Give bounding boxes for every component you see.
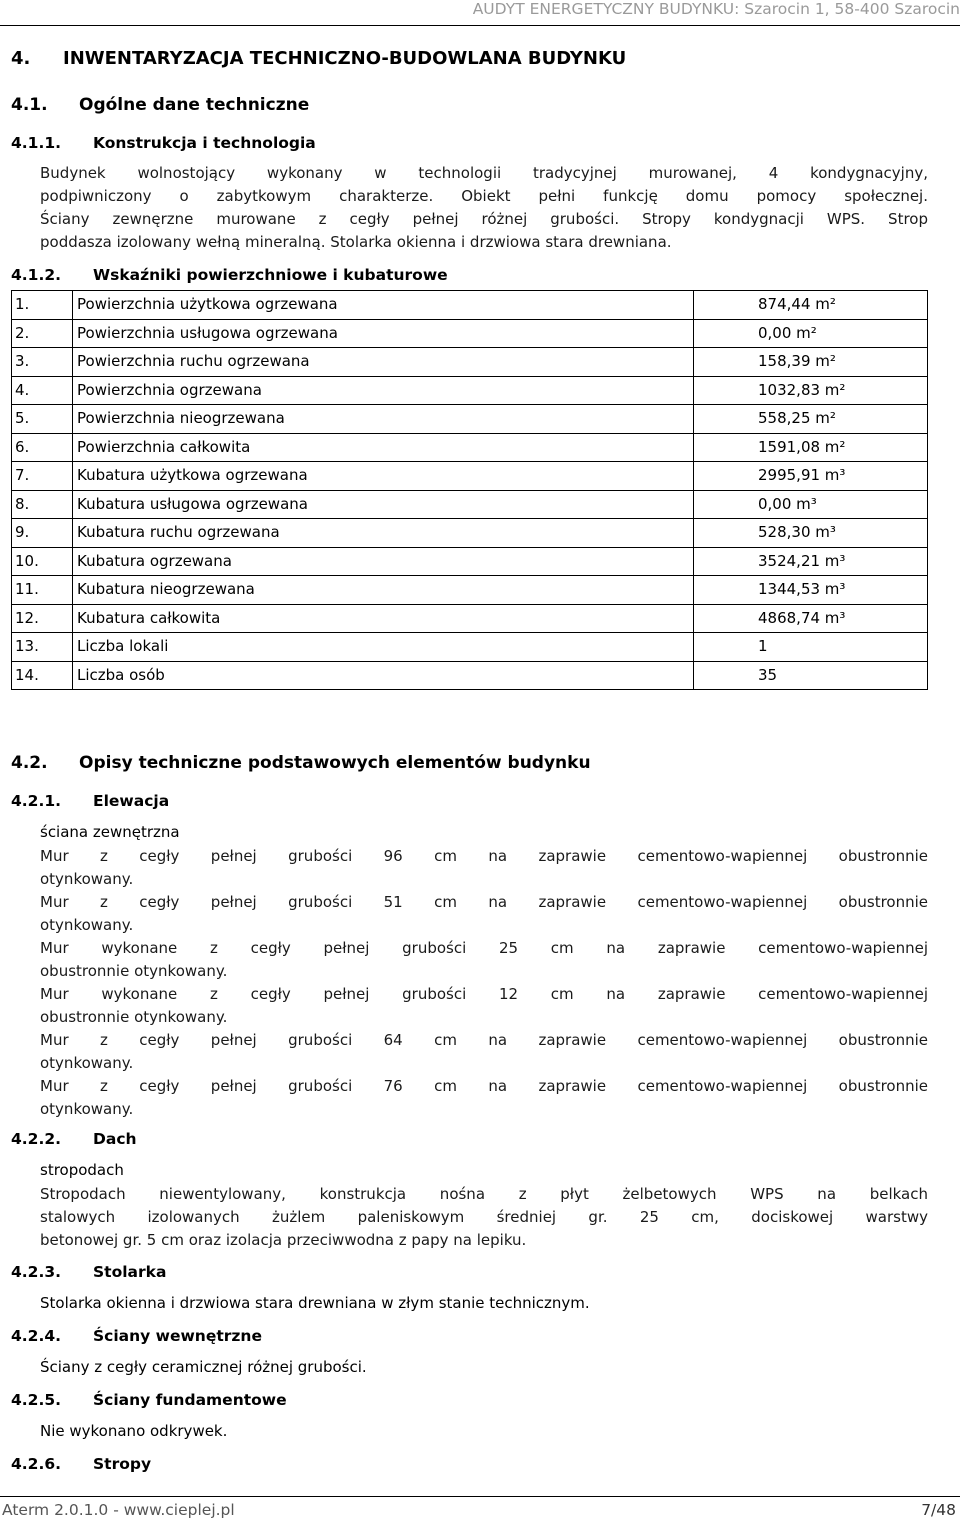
row-label: Kubatura nieogrzewana (73, 576, 694, 605)
page-number: 7/48 (921, 1501, 956, 1519)
section-411-title: Konstrukcja i technologia (93, 134, 316, 152)
paragraph-line: Stropodach niewentylowany, konstrukcja nośna z płyt żelbetowych WPS na belkach (40, 1185, 928, 1203)
paragraph-line: stalowych izolowanych żużlem paleniskowym średniej gr. 25 cm, dociskowej warstwy (40, 1208, 928, 1226)
row-number: 1. (12, 291, 73, 320)
section-425-number: 4.2.5. (11, 1391, 62, 1409)
section-41-heading (11, 95, 309, 115)
table-row (12, 576, 928, 605)
row-label: Liczba lokali (73, 633, 694, 662)
section-42-number: 4.2. (11, 753, 48, 773)
section-4-heading (11, 48, 626, 69)
row-number: 10. (12, 547, 73, 576)
section-424-number: 4.2.4. (11, 1327, 62, 1345)
header-rule (0, 25, 960, 26)
row-number: 2. (12, 319, 73, 348)
section-411-heading (11, 134, 316, 152)
paragraph-line: Mur z cegły pełnej grubości 96 cm na zaprawie cementowo-wapiennej obustronnie (40, 847, 928, 865)
row-number: 9. (12, 519, 73, 548)
row-number: 12. (12, 604, 73, 633)
section-423-heading (11, 1263, 166, 1281)
section-426-heading (11, 1455, 151, 1473)
row-value: 3524,21 m³ (694, 547, 928, 576)
table-row (12, 433, 928, 462)
row-label: Powierzchnia ogrzewana (73, 376, 694, 405)
row-label: Powierzchnia ruchu ogrzewana (73, 348, 694, 377)
section-421-number: 4.2.1. (11, 792, 62, 810)
paragraph-line: podpiwniczony o zabytkowym charakterze. Obiekt pełni funkcję domu pomocy społecznej. (40, 187, 928, 205)
row-value: 158,39 m² (694, 348, 928, 377)
table-row (12, 661, 928, 690)
paragraph-line: Mur z cegły pełnej grubości 51 cm na zaprawie cementowo-wapiennej obustronnie (40, 893, 928, 911)
section-4-number: 4. (11, 48, 31, 69)
section-424-title: Ściany wewnętrzne (93, 1327, 262, 1345)
paragraph-line: Budynek wolnostojący wykonany w technologii tradycyjnej murowanej, 4 kondygnacyjny, (40, 164, 928, 182)
section-425-heading (11, 1391, 287, 1409)
header-title-wrap (245, 0, 960, 18)
roof-subtitle: stropodach (40, 1161, 124, 1179)
row-value: 874,44 m² (694, 291, 928, 320)
paragraph-line: obustronnie otynkowany. (40, 1008, 228, 1026)
section-42-heading (11, 753, 591, 773)
elevation-description (40, 845, 928, 1121)
table-row (12, 490, 928, 519)
footer-rule (0, 1496, 960, 1497)
foundation-walls-description: Nie wykonano odkrywek. (40, 1422, 228, 1440)
row-label: Powierzchnia nieogrzewana (73, 405, 694, 434)
elevation-subtitle: ściana zewnętrzna (40, 823, 180, 841)
row-number: 7. (12, 462, 73, 491)
row-label: Kubatura użytkowa ogrzewana (73, 462, 694, 491)
table-row (12, 462, 928, 491)
row-number: 3. (12, 348, 73, 377)
row-value: 1032,83 m² (694, 376, 928, 405)
row-value: 2995,91 m³ (694, 462, 928, 491)
section-424-heading (11, 1327, 262, 1345)
row-label: Kubatura całkowita (73, 604, 694, 633)
row-number: 14. (12, 661, 73, 690)
row-label: Powierzchnia całkowita (73, 433, 694, 462)
section-411-number: 4.1.1. (11, 134, 62, 152)
page-header (0, 0, 960, 26)
paragraph-line: Mur z cegły pełnej grubości 76 cm na zaprawie cementowo-wapiennej obustronnie (40, 1077, 928, 1095)
section-412-heading (11, 266, 448, 284)
footer-software: Aterm 2.0.1.0 - www.cieplej.pl (2, 1501, 235, 1519)
section-422-heading (11, 1130, 137, 1148)
internal-walls-description: Ściany z cegły ceramicznej różnej grubości. (40, 1358, 367, 1376)
paragraph-line: otynkowany. (40, 1100, 134, 1118)
table-row (12, 348, 928, 377)
construction-description (40, 162, 928, 254)
section-426-title: Stropy (93, 1455, 152, 1473)
row-value: 0,00 m³ (694, 490, 928, 519)
paragraph-line: betonowej gr. 5 cm oraz izolacja przeciwwodna z papy na lepiku. (40, 1231, 527, 1249)
table-row (12, 319, 928, 348)
section-4-title: INWENTARYZACJA TECHNICZNO-BUDOWLANA BUDYNKU (63, 48, 627, 69)
row-value: 1 (694, 633, 928, 662)
paragraph-line: poddasza izolowany wełną mineralną. Stolarka okienna i drzwiowa stara drewniana. (40, 233, 672, 251)
row-value: 35 (694, 661, 928, 690)
section-422-number: 4.2.2. (11, 1130, 62, 1148)
section-42-title: Opisy techniczne podstawowych elementów budynku (79, 753, 591, 773)
section-423-title: Stolarka (93, 1263, 167, 1281)
indicators-table (11, 290, 928, 690)
row-value: 558,25 m² (694, 405, 928, 434)
paragraph-line: obustronnie otynkowany. (40, 962, 228, 980)
paragraph-line: Mur z cegły pełnej grubości 64 cm na zaprawie cementowo-wapiennej obustronnie (40, 1031, 928, 1049)
table-row (12, 291, 928, 320)
section-425-title: Ściany fundamentowe (93, 1391, 287, 1409)
section-412-title: Wskaźniki powierzchniowe i kubaturowe (93, 266, 448, 284)
section-426-number: 4.2.6. (11, 1455, 62, 1473)
section-421-heading (11, 792, 169, 810)
row-label: Powierzchnia usługowa ogrzewana (73, 319, 694, 348)
row-value: 0,00 m² (694, 319, 928, 348)
paragraph-line: otynkowany. (40, 870, 134, 888)
row-number: 4. (12, 376, 73, 405)
row-label: Kubatura ogrzewana (73, 547, 694, 576)
table-row (12, 405, 928, 434)
paragraph-line: otynkowany. (40, 916, 134, 934)
row-value: 1344,53 m³ (694, 576, 928, 605)
table-row (12, 547, 928, 576)
paragraph-line: Ściany zewnęrzne murowane z cegły pełnej różnej grubości. Stropy kondygnacji WPS. Strop (40, 210, 928, 228)
section-422-title: Dach (93, 1130, 137, 1148)
section-412-number: 4.1.2. (11, 266, 62, 284)
row-value: 528,30 m³ (694, 519, 928, 548)
row-label: Kubatura ruchu ogrzewana (73, 519, 694, 548)
table-row (12, 376, 928, 405)
paragraph-line: otynkowany. (40, 1054, 134, 1072)
row-value: 1591,08 m² (694, 433, 928, 462)
header-title: AUDYT ENERGETYCZNY BUDYNKU: Szarocin 1, 58-400 Szarocin (472, 0, 960, 18)
roof-description (40, 1183, 928, 1252)
section-41-number: 4.1. (11, 95, 48, 115)
row-number: 13. (12, 633, 73, 662)
row-number: 11. (12, 576, 73, 605)
table-row (12, 633, 928, 662)
paragraph-line: Mur wykonane z cegły pełnej grubości 12 cm na zaprawie cementowo-wapiennej (40, 985, 928, 1003)
row-number: 6. (12, 433, 73, 462)
paragraph-line: Mur wykonane z cegły pełnej grubości 25 cm na zaprawie cementowo-wapiennej (40, 939, 928, 957)
section-423-number: 4.2.3. (11, 1263, 62, 1281)
joinery-description: Stolarka okienna i drzwiowa stara drewniana w złym stanie technicznym. (40, 1294, 590, 1312)
section-41-title: Ogólne dane techniczne (79, 95, 310, 115)
section-421-title: Elewacja (93, 792, 170, 810)
row-label: Kubatura usługowa ogrzewana (73, 490, 694, 519)
row-label: Powierzchnia użytkowa ogrzewana (73, 291, 694, 320)
row-number: 8. (12, 490, 73, 519)
table-row (12, 519, 928, 548)
row-label: Liczba osób (73, 661, 694, 690)
table-row (12, 604, 928, 633)
row-number: 5. (12, 405, 73, 434)
row-value: 4868,74 m³ (694, 604, 928, 633)
